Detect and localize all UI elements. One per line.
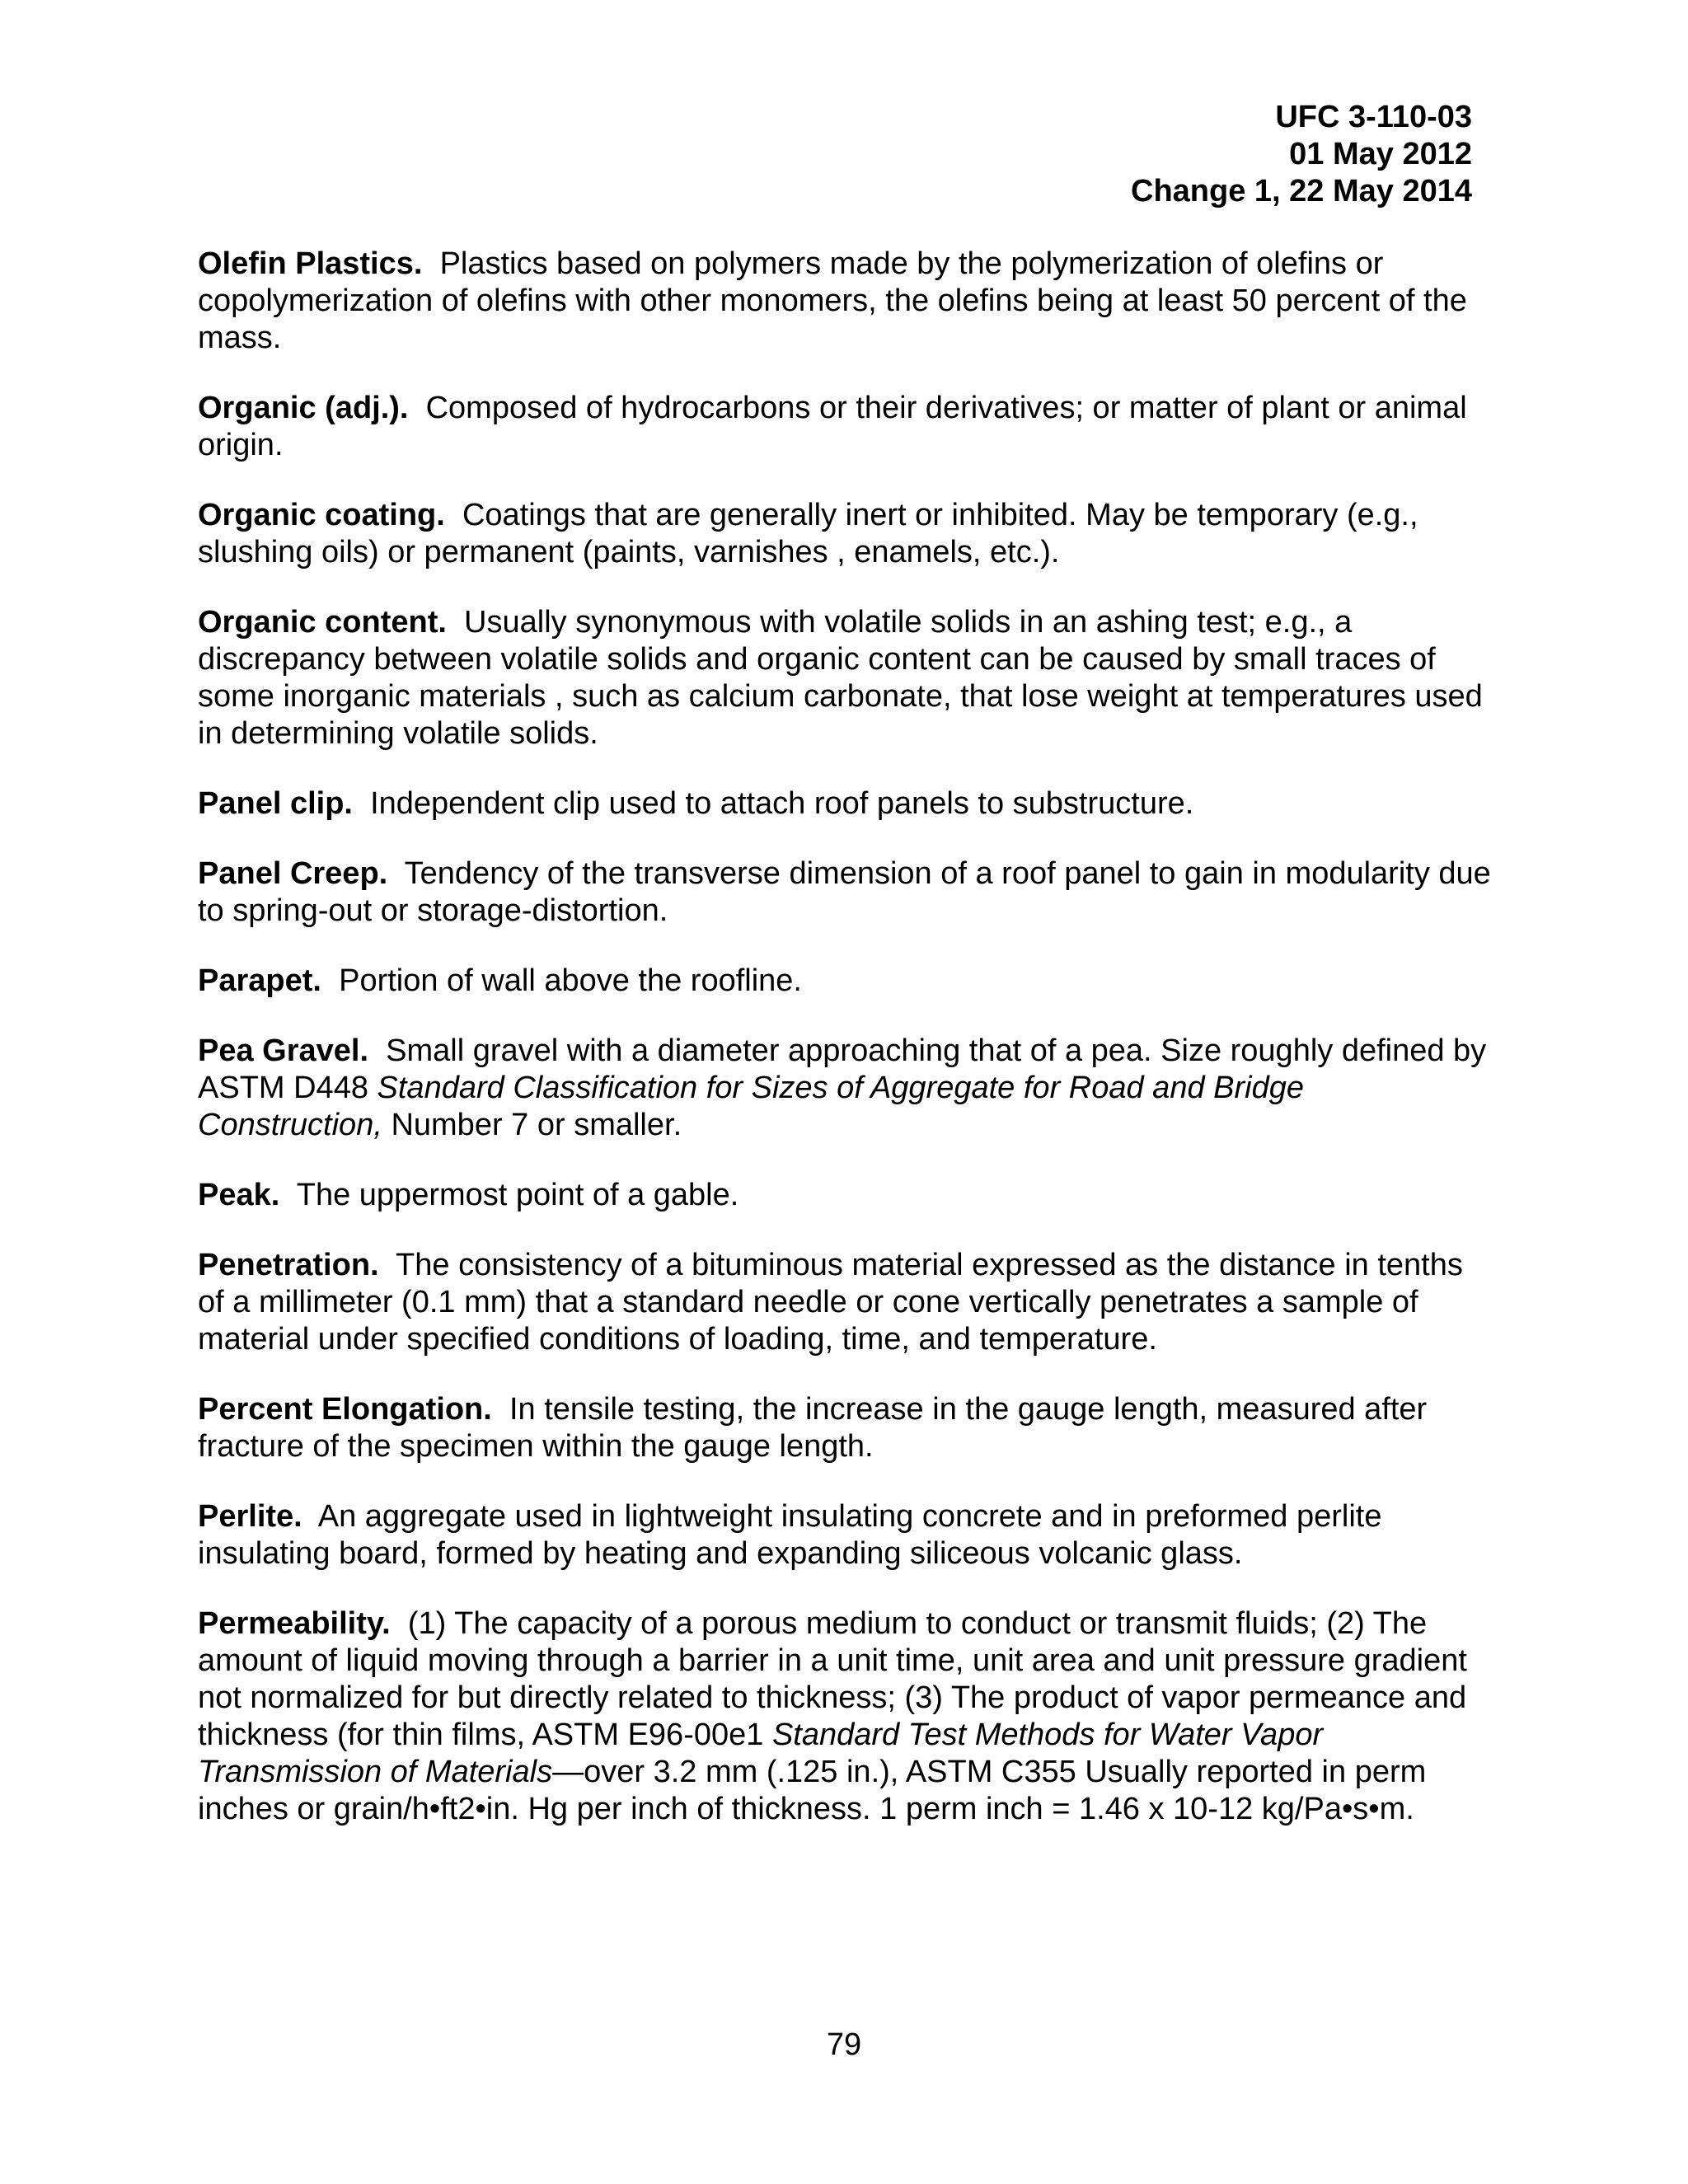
standard-title: Standard Test Methods for Water Vapor Transmission of Materials	[198, 1718, 1324, 1789]
entry-definition: Coatings that are generally inert or inhibited. May be temporary (e.g., slushing oils) or permanent (paints, varnishes , enamels, etc.).	[198, 498, 1418, 569]
glossary-entry	[198, 1391, 1496, 1465]
entry-term: Permeability.	[198, 1606, 391, 1641]
glossary-entry	[198, 390, 1496, 464]
entry-definition: Usually synonymous with volatile solids in an ashing test; e.g., a discrepancy between volatile solids and organic content can be caused by small traces of some inorganic materials , such as calcium carbonate, that lose weight at temperatures used in determining volatile solids.	[198, 605, 1483, 751]
entry-term: Organic content.	[198, 605, 447, 640]
page-header	[1131, 99, 1472, 210]
entry-term: Percent Elongation.	[198, 1392, 492, 1427]
standard-title: Standard Classification for Sizes of Aggregate for Road and Bridge Construction,	[198, 1071, 1304, 1142]
entry-definition: Independent clip used to attach roof panels to substructure.	[370, 786, 1194, 821]
entry-definition: (1) The capacity of a porous medium to conduct or transmit fluids; (2) The amount of liquid moving through a barrier in a unit time, unit area and unit pressure gradient not normalized for but directly related to thickness; (3) The product of vapor permeance and thickness (for thin films, ASTM E96-00e1	[198, 1606, 1467, 1752]
entry-term: Penetration.	[198, 1248, 379, 1282]
entry-definition: Composed of hydrocarbons or their derivatives; or matter of plant or animal origin.	[198, 391, 1467, 462]
entry-term: Perlite.	[198, 1499, 302, 1534]
entry-term: Pea Gravel.	[198, 1033, 369, 1068]
glossary-entry	[198, 1033, 1496, 1144]
glossary-entry	[198, 855, 1496, 930]
entry-term: Organic (adj.).	[198, 391, 409, 425]
glossary-entry	[198, 604, 1496, 752]
glossary-content	[198, 246, 1496, 1861]
entry-definition: The uppermost point of a gable.	[296, 1178, 739, 1212]
entry-definition: In tensile testing, the increase in the gauge length, measured after fracture of the specimen within the gauge length.	[198, 1392, 1428, 1464]
entry-term: Panel clip.	[198, 786, 353, 821]
entry-term: Panel Creep.	[198, 856, 388, 891]
entry-definition: Plastics based on polymers made by the polymerization of olefins or copolymerization of olefins with other monomers, the olefins being at least 50 percent of the mass.	[198, 246, 1467, 355]
entry-definition: The consistency of a bituminous material expressed as the distance in tenths of a millimeter (0.1 mm) that a standard needle or cone vertically penetrates a sample of material under specified conditions of loading, time, and temperature.	[198, 1248, 1463, 1357]
glossary-entry	[198, 1605, 1496, 1828]
entry-definition: An aggregate used in lightweight insulating concrete and in preformed perlite insulating board, formed by heating and expanding siliceous volcanic glass.	[198, 1499, 1382, 1571]
entry-term: Peak.	[198, 1178, 280, 1212]
page-number: 79	[826, 2027, 862, 2062]
glossary-entry	[198, 785, 1496, 823]
glossary-entry	[198, 963, 1496, 1000]
entry-term: Parapet.	[198, 963, 321, 998]
entry-definition-continued: Number 7 or smaller.	[391, 1108, 682, 1142]
entry-term: Olefin Plastics.	[198, 246, 423, 281]
entry-term: Organic coating.	[198, 498, 445, 532]
entry-definition-continued: —over 3.2 mm (.125 in.), ASTM C355 Usually reported in perm inches or grain/h•ft2•in. Hg per inch of thickness. 1 perm inch = 1.46 x 10-12 kg/Pa•s•m.	[198, 1755, 1427, 1826]
glossary-entry	[198, 1247, 1496, 1358]
document-id: UFC 3-110-03	[1275, 100, 1472, 134]
document-date: 01 May 2012	[1289, 137, 1472, 171]
glossary-entry	[198, 1177, 1496, 1214]
entry-definition: Small gravel with a diameter approaching that of a pea. Size roughly defined by ASTM D448	[198, 1033, 1487, 1105]
change-notice: Change 1, 22 May 2014	[1131, 174, 1472, 209]
glossary-entry	[198, 1498, 1496, 1572]
entry-definition: Tendency of the transverse dimension of a roof panel to gain in modularity due to spring-out or storage-distortion.	[198, 856, 1491, 928]
glossary-entry	[198, 497, 1496, 571]
entry-definition: Portion of wall above the roofline.	[339, 963, 802, 998]
glossary-entry	[198, 246, 1496, 357]
